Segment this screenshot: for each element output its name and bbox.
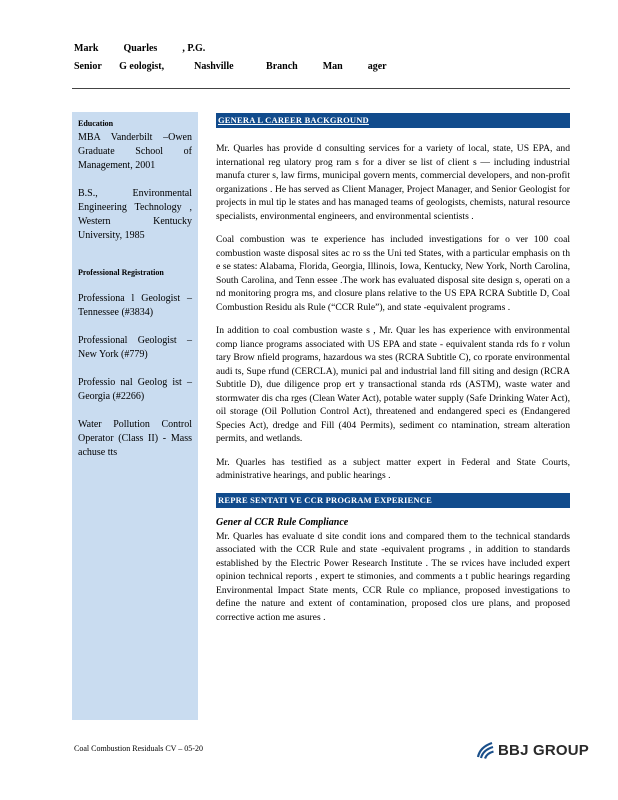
- subheading: Gener al CCR Rule Compliance: [216, 516, 349, 528]
- paragraph: Mr. Quarles has testified as a subject matter expert in Federal and State Courts, administrative hearings, and public hearings .: [216, 456, 570, 481]
- document-header: [74, 40, 387, 76]
- section-title: GENERA L CAREER BACKGROUND: [218, 115, 369, 125]
- header-divider: [72, 88, 570, 89]
- education-heading: Education: [78, 119, 114, 128]
- education-item: MBA Vanderbilt –Owen Graduate School of Management, 2001: [78, 132, 192, 171]
- registration-item: Professio nal Geolog ist – Georgia (#2266): [78, 377, 192, 402]
- section-bar-ccr: [216, 493, 570, 508]
- bbj-logo-icon: [476, 741, 494, 759]
- company-logo: [476, 741, 589, 759]
- paragraph: Mr. Quarles has evaluate d site condit ions and compared them to the technical standards associated with the CCR Rule and state -equivalent programs , in addition to standards established by the Electric Power Research Institute . The se rvices have included expert opinion technical reports , expert te stimonies, and comments a t public hearings regarding Environmental Impact State ments, CCR Rule co mpliance, proposed investigations to define the nature and extent of contamination, proposed clos ure plans, and proposed corrective action me asures .: [216, 530, 570, 623]
- main-content: [216, 113, 570, 624]
- registration-item: Professional Geologist – New York (#779): [78, 335, 192, 360]
- footer-text: Coal Combustion Residuals CV – 05-20: [74, 744, 203, 753]
- registration-item: Professiona l Geologist – Tennessee (#3834): [78, 293, 192, 318]
- sidebar: [72, 112, 198, 720]
- name-line: Mark Quarles , P.G.: [74, 43, 206, 54]
- section-bar-career: [216, 113, 570, 128]
- registration-heading: Professional Registration: [78, 268, 164, 277]
- paragraph: Coal combustion was te experience has included investigations for o ver 100 coal combustion waste disposal sites ac ro ss the Uni ted States, with a particular emphasis on th e se states: Alabama, Florida, Georgia, Illinois, Iowa, Kentucky, New York, North Carolina, South Carolina, and Tenn essee .The work has evaluated disposal site design s, operati on a nd monitoring progra ms, and closure plans relative to the US EPA RCRA Subtitle D, Coal Combustion Residu als Rule (“CCR Rule”), and state -equivalent programs .: [216, 234, 570, 313]
- education-item: B.S., Environmental Engineering Technology , Western Kentucky University, 1985: [78, 188, 192, 241]
- paragraph: In addition to coal combustion waste s , Mr. Quar les has experience with environmental comp liance programs associated with US EPA and state - equivalent standa rds fo r volun tary Brow nfield programs, hazardous wa stes (RCRA Subtitle C), co rporate environmental audi ts, Supe rfund (CERCLA), munici pal and industrial land fill siting and design (RCRA Subtitle D), due diligence prop ert y transactional standa rds (ASTM), waste water and stormwater dis cha rges (Clean Water Act), potable water supply (Safe Drinking Water Act), oil storage (Oil Pollution Control Act), threatened and endangered speci es (Endangered Species Act), dredge and Fill (404 Permits), sediment co ntamination, stream alteration permits, and wetlands.: [216, 325, 570, 444]
- registration-item: Water Pollution Control Operator (Class II) - Mass achuse tts: [78, 419, 192, 458]
- title-line: Senior G eologist, Nashville Branch Man ager: [74, 61, 387, 72]
- section-title: REPRE SENTATI VE CCR PROGRAM EXPERIENCE: [218, 494, 432, 505]
- paragraph: Mr. Quarles has provide d consulting services for a variety of local, state, US EPA, and international reg ulatory prog ram s for a diver se list of client s — including industrial manufa cturer s, law firms, municipal govern ments, commercial developers, and non-profit organizations . He has served as Client Manager, Project Manager, and Senior Geologist for projects in mul tip le states and has managed teams of geologists, chemists, natural resource specialists, environmental engineers, and environmental scientists .: [216, 143, 570, 222]
- logo-text: BBJ GROUP: [498, 741, 589, 759]
